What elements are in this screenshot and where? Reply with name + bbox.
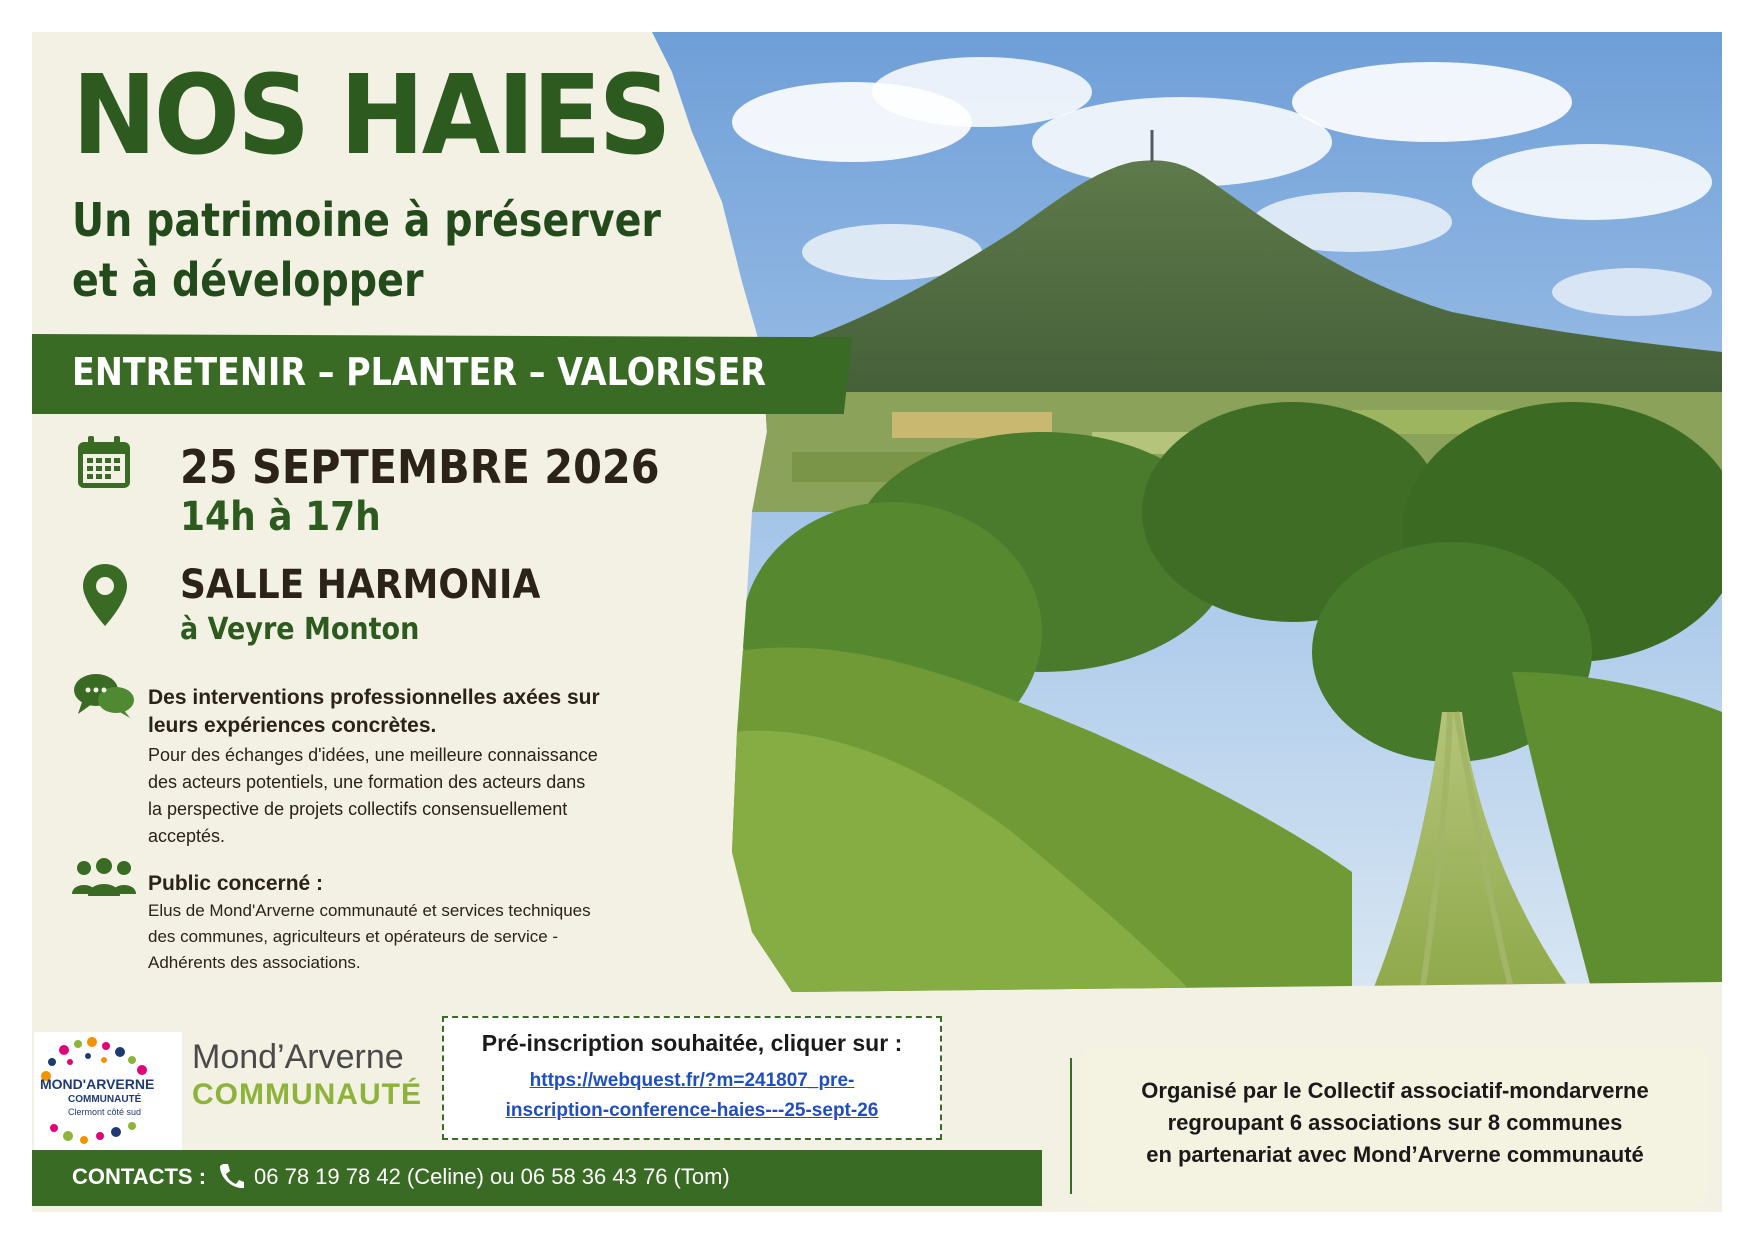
logo-text-2: COMMUNAUTÉ <box>68 1094 142 1105</box>
phone-icon <box>218 1162 244 1190</box>
mondarverne-logo <box>34 1032 182 1150</box>
signup-title: Pré-inscription souhaitée, cliquer sur : <box>481 1030 903 1056</box>
interventions-title-line-1: Des interventions professionnelles axées sur <box>148 686 600 709</box>
interventions-body-line: Pour des échanges d'idées, une meilleure connaissance <box>148 745 598 765</box>
organizer-line-1: Organisé par le Collectif associatif-mondarverne <box>1141 1078 1649 1103</box>
interventions-body-line: des acteurs potentiels, une formation des acteurs dans <box>148 772 586 792</box>
contacts-numbers: 06 78 19 78 42 (Celine) ou 06 58 36 43 76 (Tom) <box>254 1164 730 1189</box>
calendar-icon <box>74 432 134 492</box>
interventions-body <box>148 742 708 850</box>
public-body-line: Elus de Mond'Arverne communauté et services techniques <box>148 901 591 920</box>
poster-subtitle <box>72 190 661 310</box>
interventions-title <box>148 684 600 740</box>
event-time: 14h à 17h <box>180 494 381 540</box>
interventions-body-line: la perspective de projets collectifs consensuellement <box>148 799 568 819</box>
poster-title: NOS HAIES <box>72 51 669 179</box>
interventions-title-line-2: leurs expériences concrètes. <box>148 714 437 737</box>
poster <box>32 32 1722 1212</box>
subtitle-line-2: et à développer <box>72 253 424 307</box>
people-icon <box>70 858 138 898</box>
brand-name: Mond’Arverne <box>192 1038 404 1076</box>
public-body-line: des communes, agriculteurs et opérateurs de service - <box>148 927 559 946</box>
public-title: Public concerné : <box>148 872 324 895</box>
public-body-line: Adhérents des associations. <box>148 953 361 972</box>
organizer-line-2: regroupant 6 associations sur 8 communes <box>1167 1110 1623 1135</box>
event-date: 25 SEPTEMBRE 2026 <box>180 440 660 494</box>
logo-text-1: MOND'ARVERNE <box>40 1076 155 1092</box>
chat-bubbles-icon <box>72 672 136 720</box>
brand-subname: COMMUNAUTÉ <box>192 1078 422 1111</box>
event-city: à Veyre Monton <box>180 612 420 647</box>
divider <box>1070 1058 1072 1194</box>
signup-link-line-2[interactable]: inscription-conference-haies---25-sept-26 <box>505 1100 879 1121</box>
signup-box <box>442 1016 942 1140</box>
interventions-body-line: acceptés. <box>148 826 226 846</box>
subtitle-line-1: Un patrimoine à préserver <box>72 193 661 247</box>
logo-text-3: Clermont côté sud <box>68 1107 142 1117</box>
organizer-line-3: en partenariat avec Mond’Arverne communauté <box>1146 1142 1644 1167</box>
event-venue: SALLE HARMONIA <box>180 562 541 608</box>
actions-banner-text: ENTRETENIR – PLANTER – VALORISER <box>72 350 767 394</box>
location-pin-icon <box>80 562 130 628</box>
contacts-label: CONTACTS : <box>72 1164 207 1189</box>
public-body <box>148 898 708 976</box>
signup-link-line-1[interactable]: https://webquest.fr/?m=241807_pre- <box>529 1070 855 1091</box>
